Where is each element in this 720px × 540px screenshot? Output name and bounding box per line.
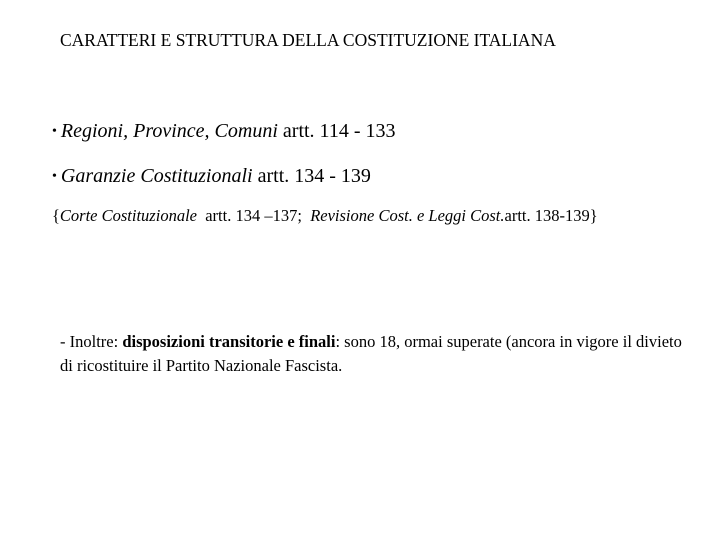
extra-suffix: : sono 18, ormai superate (ancora in vigore il divieto di ricostituire il Partito Nazionale Fascista. xyxy=(60,332,682,375)
page-title: CARATTERI E STRUTTURA DELLA COSTITUZIONE ITALIANA xyxy=(60,30,556,50)
extra-prefix: - Inoltre: xyxy=(60,332,123,351)
bullet-item-articles: artt. 114 - 133 xyxy=(277,120,396,142)
brace-close: } xyxy=(589,206,598,225)
extra-paragraph xyxy=(60,330,690,378)
brace-open: { xyxy=(52,206,60,225)
bullet-icon: • xyxy=(52,169,57,184)
bullet-item-regioni xyxy=(52,120,395,143)
bullet-item-garanzie xyxy=(52,165,371,188)
bullet-item-label: Regioni, Province, Comuni xyxy=(60,120,278,142)
note-corte-articles: artt. 134 –137; xyxy=(196,206,311,225)
bullet-item-articles: artt. 134 - 139 xyxy=(252,165,371,187)
extra-bold-term: disposizioni transitorie e finali xyxy=(122,332,336,351)
bullet-icon: • xyxy=(52,124,57,139)
note-corte-label: Corte Costituzionale xyxy=(59,206,197,225)
bullet-item-label: Garanzie Costituzionali xyxy=(60,165,253,187)
sub-note xyxy=(52,203,672,228)
note-revisione-articles: artt. 138-139 xyxy=(504,206,590,225)
note-revisione-label: Revisione Cost. e Leggi Cost. xyxy=(310,206,505,225)
